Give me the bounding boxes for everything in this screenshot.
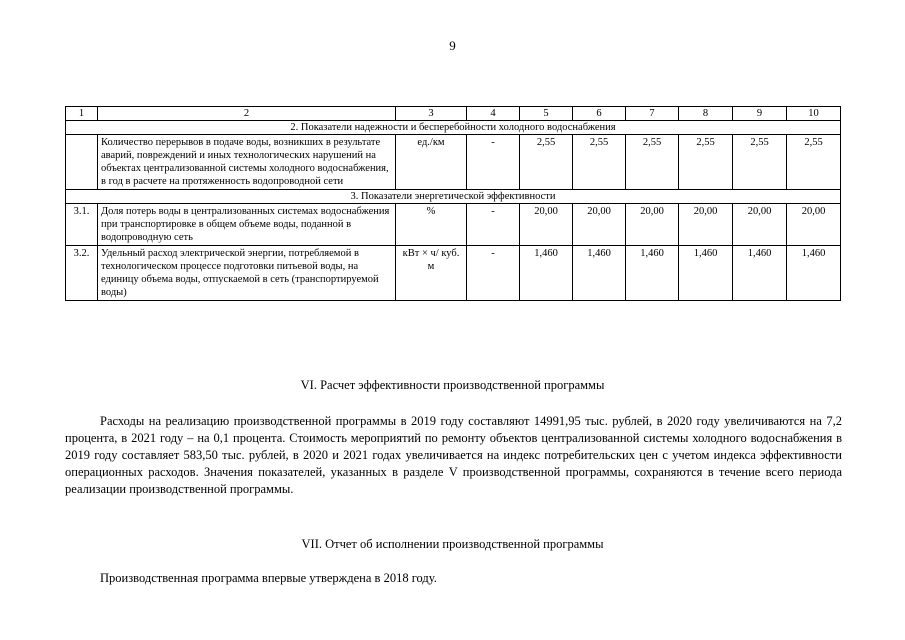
value-cell: 20,00 <box>573 204 626 246</box>
section-row <box>66 190 841 204</box>
section7-heading: VII. Отчет об исполнении производственной программы <box>301 537 604 551</box>
value-cell: 20,00 <box>787 204 841 246</box>
value-cell: 1,460 <box>787 246 841 301</box>
unit-cell: кВт × ч/ куб. м <box>396 246 467 301</box>
value-cell: 20,00 <box>679 204 733 246</box>
dash-cell: - <box>467 204 520 246</box>
row-number: 3.2. <box>66 246 98 301</box>
row-number: 3.1. <box>66 204 98 246</box>
value-cell: 2,55 <box>787 135 841 190</box>
value-cell: 2,55 <box>520 135 573 190</box>
indicator-name: Удельный расход электрической энергии, потребляемой в технологическом процессе подготовки питьевой воды, на единицу объема воды, отпускаемой в сеть (транспортируемой воды) <box>98 246 396 301</box>
header-cell: 3 <box>396 107 467 121</box>
value-cell: 1,460 <box>573 246 626 301</box>
header-cell: 2 <box>98 107 396 121</box>
value-cell: 2,55 <box>679 135 733 190</box>
row-number <box>66 135 98 190</box>
section7-paragraph: Производственная программа впервые утверждена в 2018 году. <box>100 571 437 585</box>
header-cell: 6 <box>573 107 626 121</box>
value-cell: 2,55 <box>733 135 787 190</box>
section-row <box>66 121 841 135</box>
dash-cell: - <box>467 246 520 301</box>
section3-title: 3. Показатели энергетической эффективности <box>66 190 841 204</box>
section6-heading: VI. Расчет эффективности производственной программы <box>300 378 605 392</box>
header-cell: 1 <box>66 107 98 121</box>
value-cell: 2,55 <box>626 135 679 190</box>
indicator-name: Доля потерь воды в централизованных системах водоснабжения при транспортировке в общем объеме воды, поданной в водопроводную сеть <box>98 204 396 246</box>
value-cell: 1,460 <box>679 246 733 301</box>
value-cell: 1,460 <box>626 246 679 301</box>
value-cell: 20,00 <box>733 204 787 246</box>
section6-paragraph: Расходы на реализацию производственной программы в 2019 году составляют 14991,95 тыс. рублей, в 2020 году увеличиваются на 7,2 процента, в 2021 году – на 0,1 процента. Стоимость мероприятий по ремонту объектов централизованной системы холодного водоснабжения в 2019 году составляет 583,50 тыс. рублей, в 2020 и 2021 годах увеличивается на индекс потребительских цен с учетом индекса эффективности операционных расходов. Значения показателей, указанных в разделе V производственной программы, сохраняются в течение всего периода реализации производственной программы. <box>65 414 842 496</box>
header-cell: 9 <box>733 107 787 121</box>
table-row <box>66 246 841 301</box>
value-cell: 20,00 <box>626 204 679 246</box>
section2-title: 2. Показатели надежности и бесперебойности холодного водоснабжения <box>66 121 841 135</box>
value-cell: 20,00 <box>520 204 573 246</box>
header-cell: 10 <box>787 107 841 121</box>
table-header-row <box>66 107 841 121</box>
unit-cell: ед./км <box>396 135 467 190</box>
header-cell: 7 <box>626 107 679 121</box>
value-cell: 1,460 <box>733 246 787 301</box>
table-row <box>66 204 841 246</box>
header-cell: 4 <box>467 107 520 121</box>
value-cell: 1,460 <box>520 246 573 301</box>
indicator-name: Количество перерывов в подаче воды, возникших в результате аварий, повреждений и иных технологических нарушений на объектах централизованной системы холодного водоснабжения, в год в расчете на протяженность водопроводной сети <box>98 135 396 190</box>
indicators-table <box>65 106 841 301</box>
page-number: 9 <box>449 38 456 53</box>
table-row <box>66 135 841 190</box>
header-cell: 5 <box>520 107 573 121</box>
unit-cell: % <box>396 204 467 246</box>
value-cell: 2,55 <box>573 135 626 190</box>
header-cell: 8 <box>679 107 733 121</box>
dash-cell: - <box>467 135 520 190</box>
